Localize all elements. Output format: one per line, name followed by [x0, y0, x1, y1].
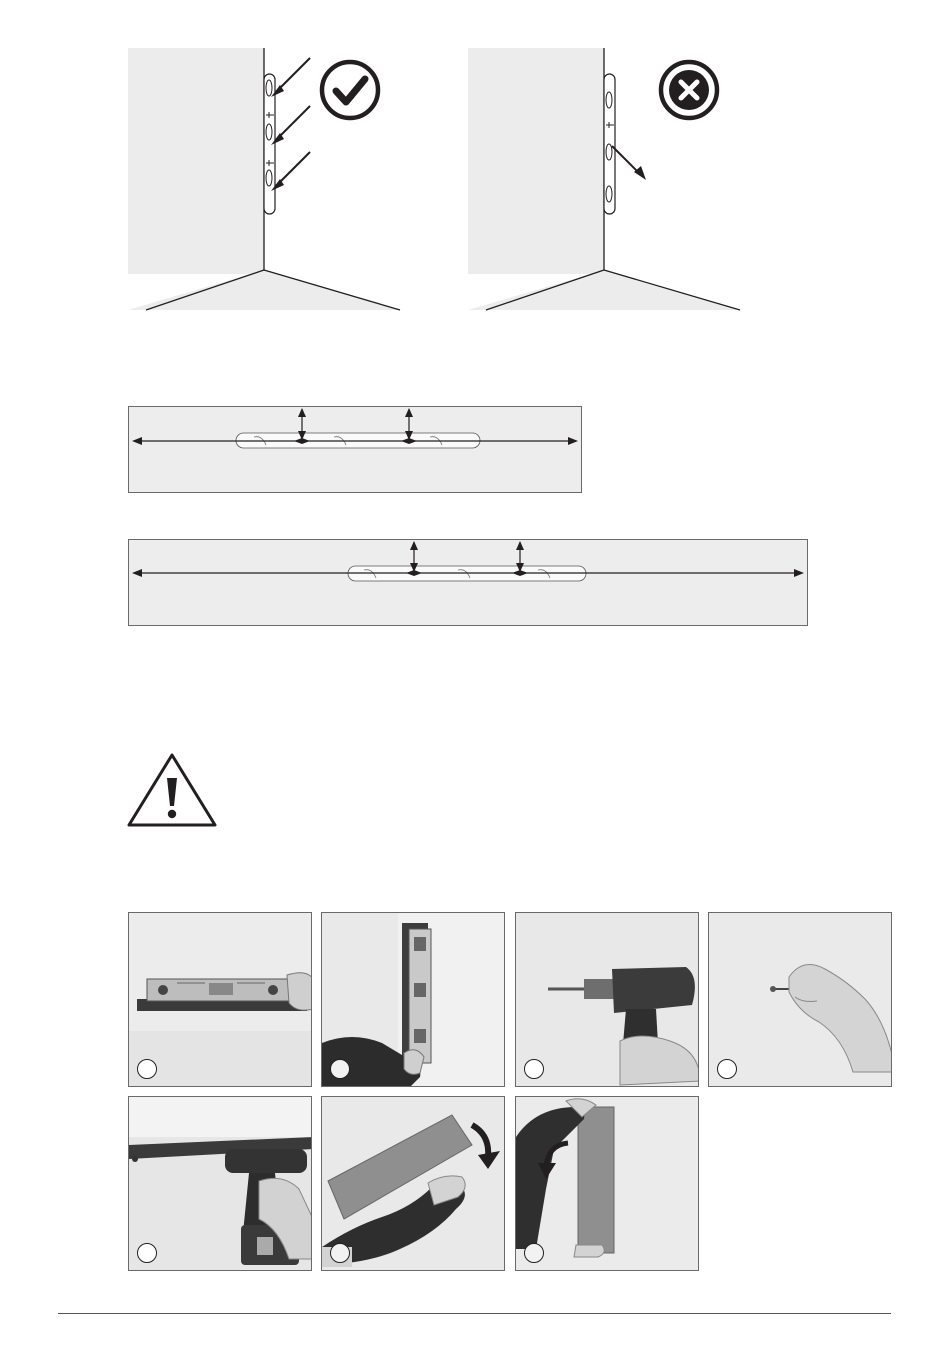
step-marker-2: [330, 1059, 350, 1079]
checkmark-circle-icon: [318, 58, 382, 122]
step-photo-6: [321, 1096, 505, 1271]
step-marker-6: [330, 1243, 350, 1263]
step-photo-2: [321, 912, 505, 1087]
step-photo-7: [515, 1096, 699, 1271]
warning-triangle-icon: [126, 752, 218, 828]
step-marker-1: [137, 1059, 157, 1079]
rail-dimension-diagram-long: [128, 539, 808, 626]
step-marker-3: [524, 1059, 544, 1079]
step-photo-4: [708, 912, 892, 1087]
rail-dimension-diagram-short: [128, 406, 582, 493]
step-photo-5: [128, 1096, 312, 1271]
footer-divider: [58, 1313, 891, 1314]
step-marker-7: [524, 1243, 544, 1263]
cross-circle-icon: [657, 58, 721, 122]
step-marker-4: [717, 1059, 737, 1079]
step-photo-1: [128, 912, 312, 1087]
step-marker-5: [137, 1243, 157, 1263]
step-photo-3: [515, 912, 699, 1087]
